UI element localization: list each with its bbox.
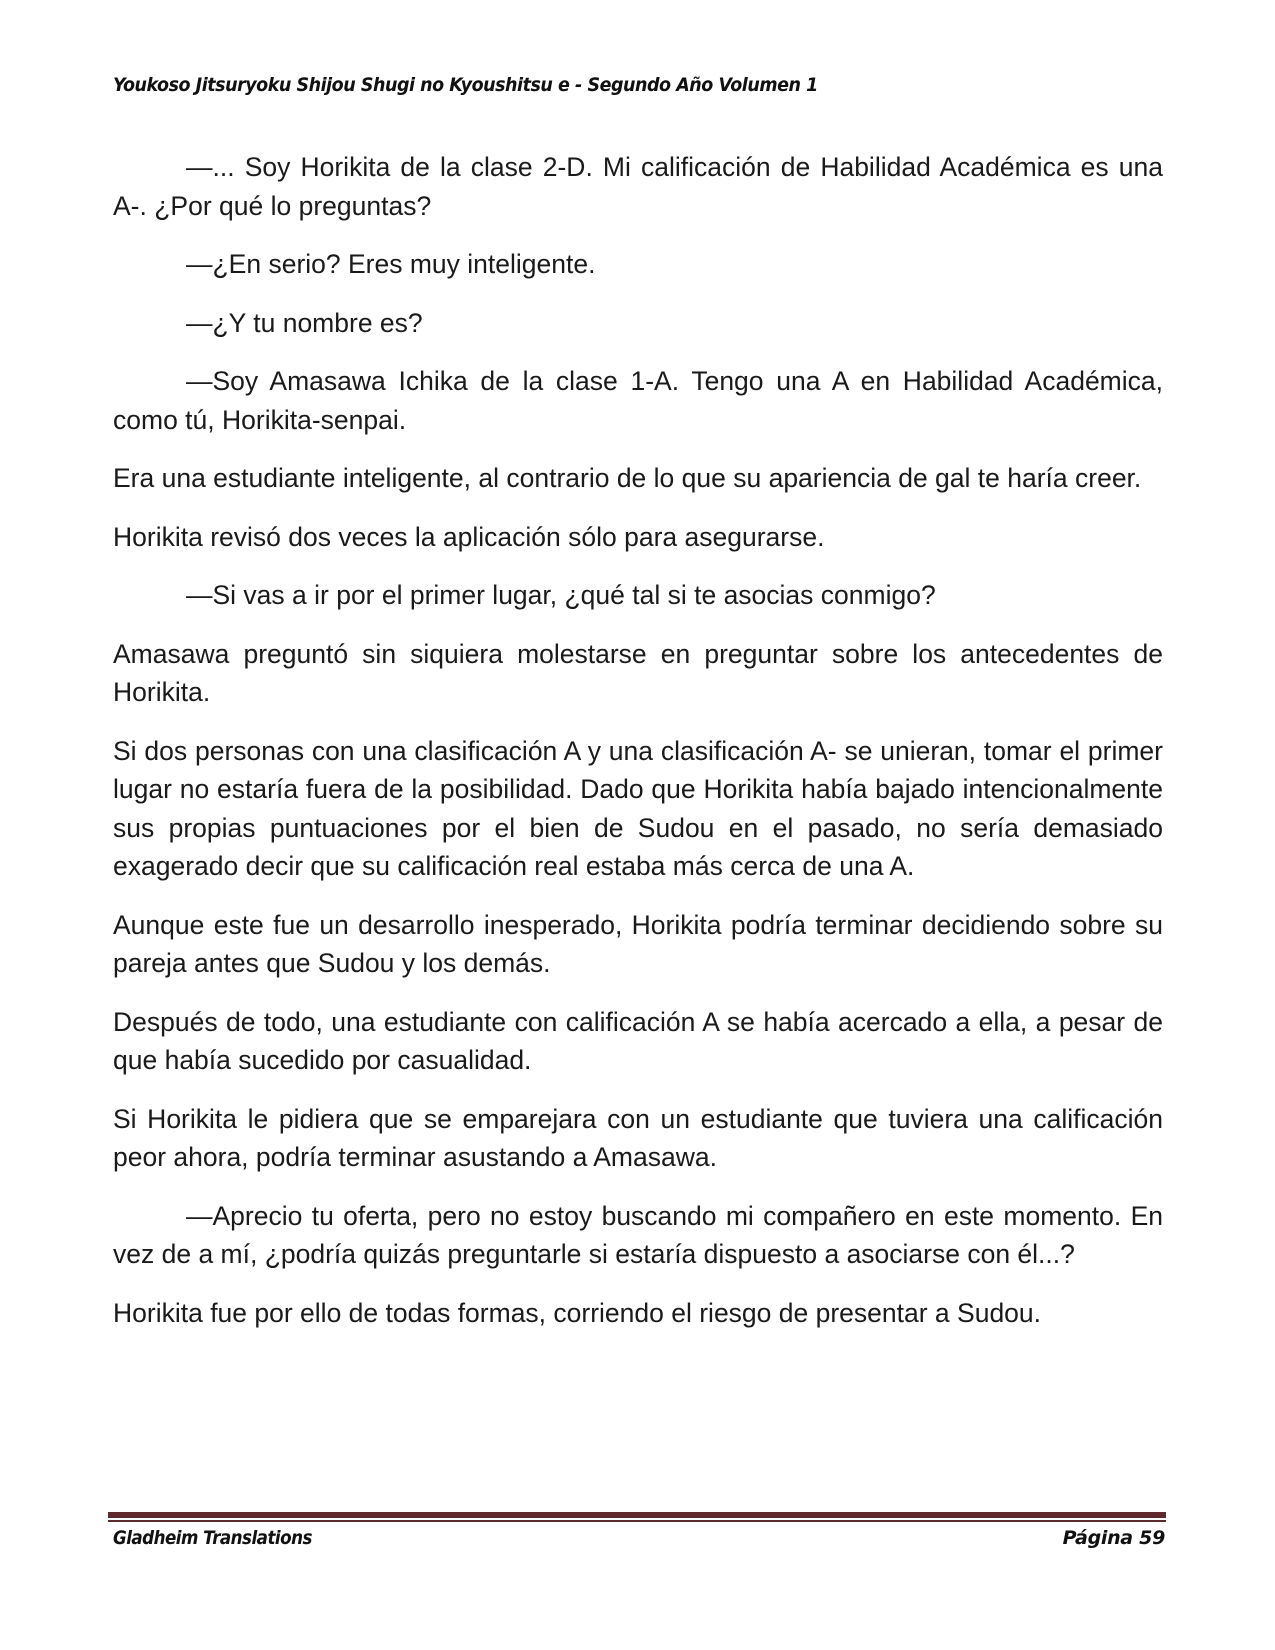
narration-paragraph: Aunque este fue un desarrollo inesperado, Horikita podría terminar decidiendo sobre su pareja antes que Sudou y los demás. xyxy=(113,909,1163,978)
narration-paragraph: Amasawa preguntó sin siquiera molestarse en preguntar sobre los antecedentes de Horikita. xyxy=(113,638,1163,707)
narration-paragraph: Si dos personas con una clasificación A y una clasificación A- se unieran, tomar el primer lugar no estaría fuera de la posibilidad. Dado que Horikita había bajado intencionalmente sus propias puntuaciones por el bien de Sudou en el pasado, no sería demasiado exagerado decir que su calificación real estaba más cerca de una A. xyxy=(113,735,1163,881)
page-number: Página 59 xyxy=(1062,1527,1165,1549)
running-header-title: Youkoso Jitsuryoku Shijou Shugi no Kyoushitsu e - Segundo Año Volumen 1 xyxy=(113,74,818,96)
narration-paragraph: Horikita fue por ello de todas formas, corriendo el riesgo de presentar a Sudou. xyxy=(113,1297,1042,1328)
dialog-paragraph: —¿En serio? Eres muy inteligente. xyxy=(186,249,596,279)
dialog-paragraph: —Si vas a ir por el primer lugar, ¿qué tal si te asocias conmigo? xyxy=(186,580,936,610)
footer-divider-thin xyxy=(108,1520,1166,1522)
footer-divider xyxy=(108,1512,1166,1518)
dialog-paragraph: —... Soy Horikita de la clase 2-D. Mi calificación de Habilidad Académica es una A-. ¿Por qué lo preguntas? xyxy=(113,152,1163,221)
dialog-paragraph: —Soy Amasawa Ichika de la clase 1-A. Tengo una A en Habilidad Académica, como tú, Horikita-senpai. xyxy=(113,366,1163,435)
narration-paragraph: Después de todo, una estudiante con calificación A se había acercado a ella, a pesar de que había sucedido por casualidad. xyxy=(113,1006,1163,1075)
narration-paragraph: Horikita revisó dos veces la aplicación sólo para asegurarse. xyxy=(113,521,825,552)
page-body xyxy=(113,148,1163,1352)
dialog-paragraph: —Aprecio tu oferta, pero no estoy buscando mi compañero en este momento. En vez de a mí, ¿podría quizás preguntarle si estaría dispuesto a asociarse con él...? xyxy=(113,1200,1163,1269)
dialog-paragraph: —¿Y tu nombre es? xyxy=(186,307,423,338)
narration-paragraph: Si Horikita le pidiera que se emparejara con un estudiante que tuviera una calificación peor ahora, podría terminar asustando a Amasawa. xyxy=(113,1103,1163,1172)
narration-paragraph: Era una estudiante inteligente, al contrario de lo que su apariencia de gal te haría creer. xyxy=(113,463,1142,493)
footer-credit: Gladheim Translations xyxy=(113,1527,312,1549)
